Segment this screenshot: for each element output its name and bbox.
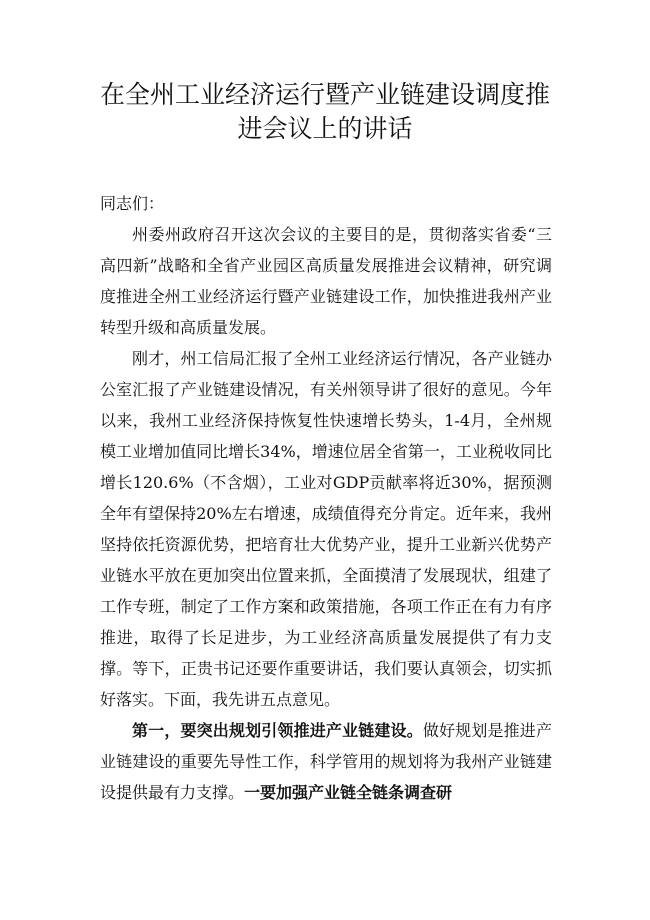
- title-line-2: 进会议上的讲话: [237, 114, 413, 143]
- paragraph-1: [100, 219, 552, 343]
- subpoint-one-heading: 一要加强产业链全链条调查研: [244, 783, 453, 802]
- title-line-1: 在全州工业经济运行暨产业链建设调度推: [99, 80, 550, 109]
- salutation: 同志们：: [100, 194, 165, 213]
- paragraph-3: [100, 715, 552, 808]
- document-body: [100, 188, 552, 808]
- paragraph-3-text: 做好规划是推进产业链建设的重要先导性工作，科学管用的规划将为我州产业链建设提供最有力支撑。: [100, 721, 552, 802]
- paragraph-2-text: 刚才，州工信局汇报了全州工业经济运行情况，各产业链办公室汇报了产业链建设情况，有关州领导讲了很好的意见。今年以来，我州工业经济保持恢复性快速增长势头，1-4月，全州规模工业增加值同比增长34%，增速位居全省第一，工业税收同比增长120.6%（不含烟），工业对GDP贡献率将近30%，据预测全年有望保持20%左右增速，成绩值得充分肯定。近年来，我州坚持依托资源优势，把培育壮大优势产业，提升工业新兴优势产业链水平放在更加突出位置来抓，全面摸清了发展现状，组建了工作专班，制定了工作方案和政策措施，各项工作正在有力有序推进，取得了长足进步，为工业经济高质量发展提供了有力支撑。等下，正贵书记还要作重要讲话，我们要认真领会，切实抓好落实。下面，我先讲五点意见。: [100, 349, 552, 709]
- document-title: [60, 78, 590, 146]
- paragraph-1-text: 州委州政府召开这次会议的主要目的是，贯彻落实省委“三高四新”战略和全省产业园区高质量发展推进会议精神，研究调度推进全州工业经济运行暨产业链建设工作，加快推进我州产业转型升级和高质量发展。: [100, 225, 552, 337]
- section-one-heading: 第一，要突出规划引领推进产业链建设。: [132, 721, 423, 740]
- paragraph-2: [100, 343, 552, 715]
